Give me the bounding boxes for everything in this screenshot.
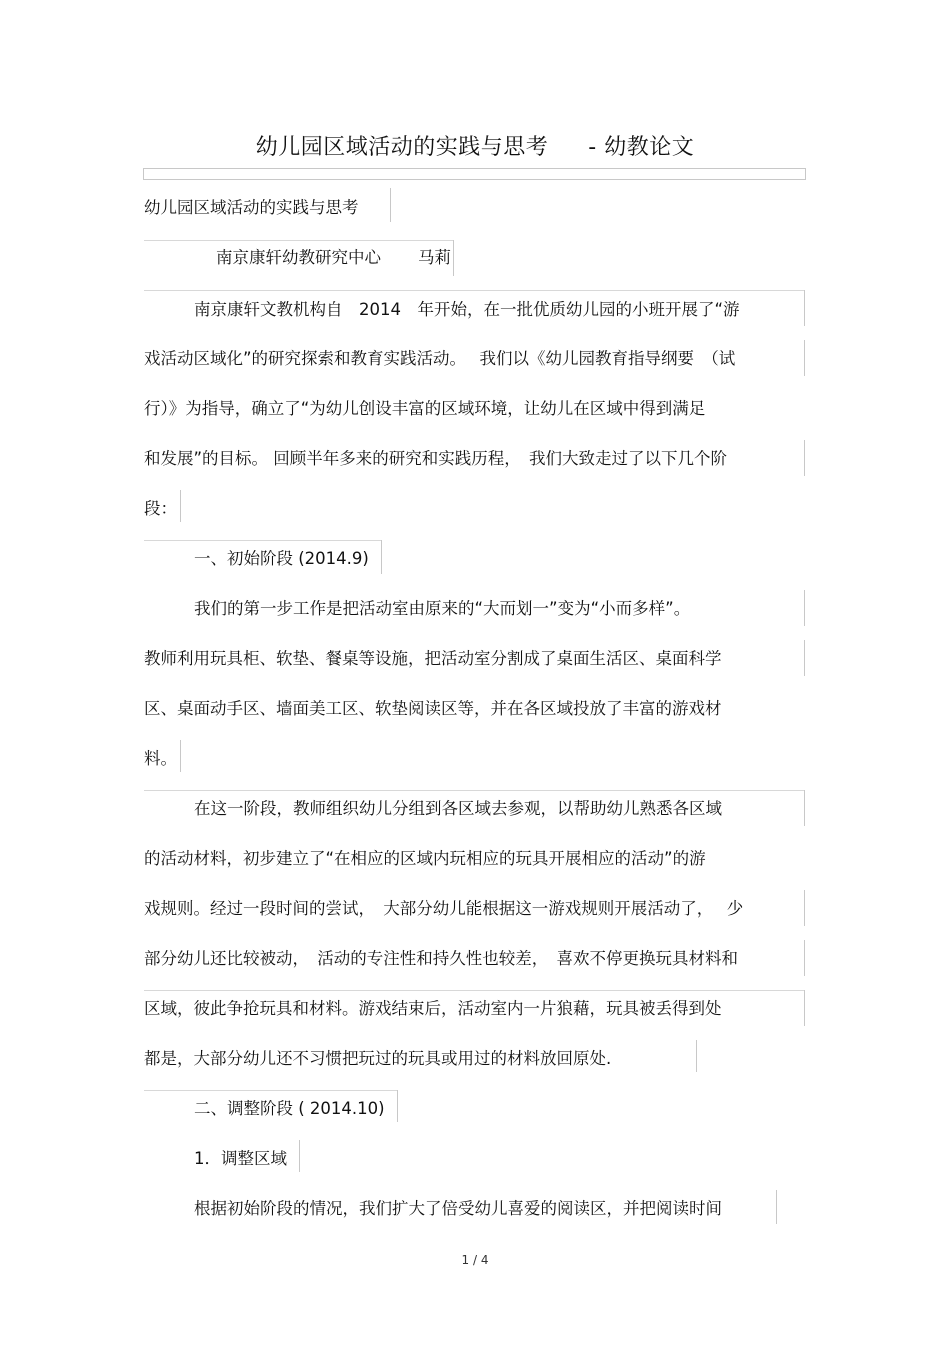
page-indicator: 1 / 4 (461, 1253, 489, 1267)
divider (299, 1140, 300, 1172)
divider (390, 188, 391, 222)
body-line: 部分幼儿还比较被动， 活动的专注性和持久性也较差， 喜欢不停更换玩具材料和 (144, 949, 738, 968)
divider (397, 1090, 398, 1122)
divider (776, 1190, 777, 1224)
divider (144, 540, 382, 541)
divider (144, 240, 454, 241)
body-line: 段： (144, 499, 177, 518)
subtitle: 幼儿园区域活动的实践与思考 (144, 198, 359, 217)
body-line: 根据初始阶段的情况，我们扩大了倍受幼儿喜爱的阅读区，并把阅读时间 (194, 1199, 722, 1218)
divider (381, 540, 382, 574)
author-name: 马莉 (418, 248, 451, 267)
divider (144, 1090, 398, 1091)
divider (804, 340, 805, 376)
section-heading: 二、调整阶段 ( 2014.10) (194, 1099, 385, 1118)
section-heading: 一、初始阶段 (2014.9) (194, 549, 369, 568)
body-line: 戏规则。经过一段时间的尝试， 大部分幼儿能根据这一游戏规则开展活动了， 少 (144, 899, 744, 918)
divider (144, 990, 805, 991)
subsection-heading: 1．调整区域 (194, 1149, 287, 1168)
body-line: 区、桌面动手区、墙面美工区、软垫阅读区等，并在各区域投放了丰富的游戏材 (144, 699, 722, 718)
divider (804, 990, 805, 1026)
body-line: 我们的第一步工作是把活动室由原来的“大而划一”变为“小而多样”。 (194, 599, 691, 618)
body-line: 的活动材料，初步建立了“在相应的区域内玩相应的玩具开展相应的活动”的游 (144, 849, 706, 868)
document-title (0, 130, 950, 161)
divider (144, 290, 805, 291)
divider (180, 490, 181, 522)
divider (180, 740, 181, 772)
body-line: 料。 (144, 749, 177, 768)
divider (804, 790, 805, 826)
divider (804, 440, 805, 476)
divider (804, 940, 805, 976)
divider (804, 640, 805, 676)
divider (804, 890, 805, 926)
body-line: 和发展”的目标。 回顾半年多来的研究和实践历程， 我们大致走过了以下几个阶 (144, 449, 728, 468)
divider (453, 240, 454, 276)
title-rule (143, 168, 806, 180)
title-suffix: - 幼教论文 (588, 135, 695, 160)
body-line: 行）》为指导，确立了“为幼儿创设丰富的区域环境，让幼儿在区域中得到满足 (144, 399, 706, 418)
divider (144, 790, 805, 791)
divider (804, 590, 805, 626)
divider (696, 1040, 697, 1072)
body-line: 区域，彼此争抢玩具和材料。游戏结束后，活动室内一片狼藉，玩具被丢得到处 (144, 999, 722, 1018)
title-main: 幼儿园区域活动的实践与思考 (255, 135, 549, 160)
body-line: 教师利用玩具柜、软垫、餐桌等设施，把活动室分割成了桌面生活区、桌面科学 (144, 649, 722, 668)
body-line: 都是，大部分幼儿还不习惯把玩过的玩具或用过的材料放回原处. (144, 1049, 612, 1068)
body-line: 在这一阶段，教师组织幼儿分组到各区域去参观，以帮助幼儿熟悉各区域 (194, 799, 722, 818)
body-line: 南京康轩文教机构自 2014 年开始，在一批优质幼儿园的小班开展了“游 (194, 300, 740, 319)
body-line: 戏活动区域化”的研究探索和教育实践活动。 我们以《幼儿园教育指导纲要 （试 (144, 349, 736, 368)
divider (804, 290, 805, 326)
author-org: 南京康轩幼教研究中心 (216, 248, 381, 267)
